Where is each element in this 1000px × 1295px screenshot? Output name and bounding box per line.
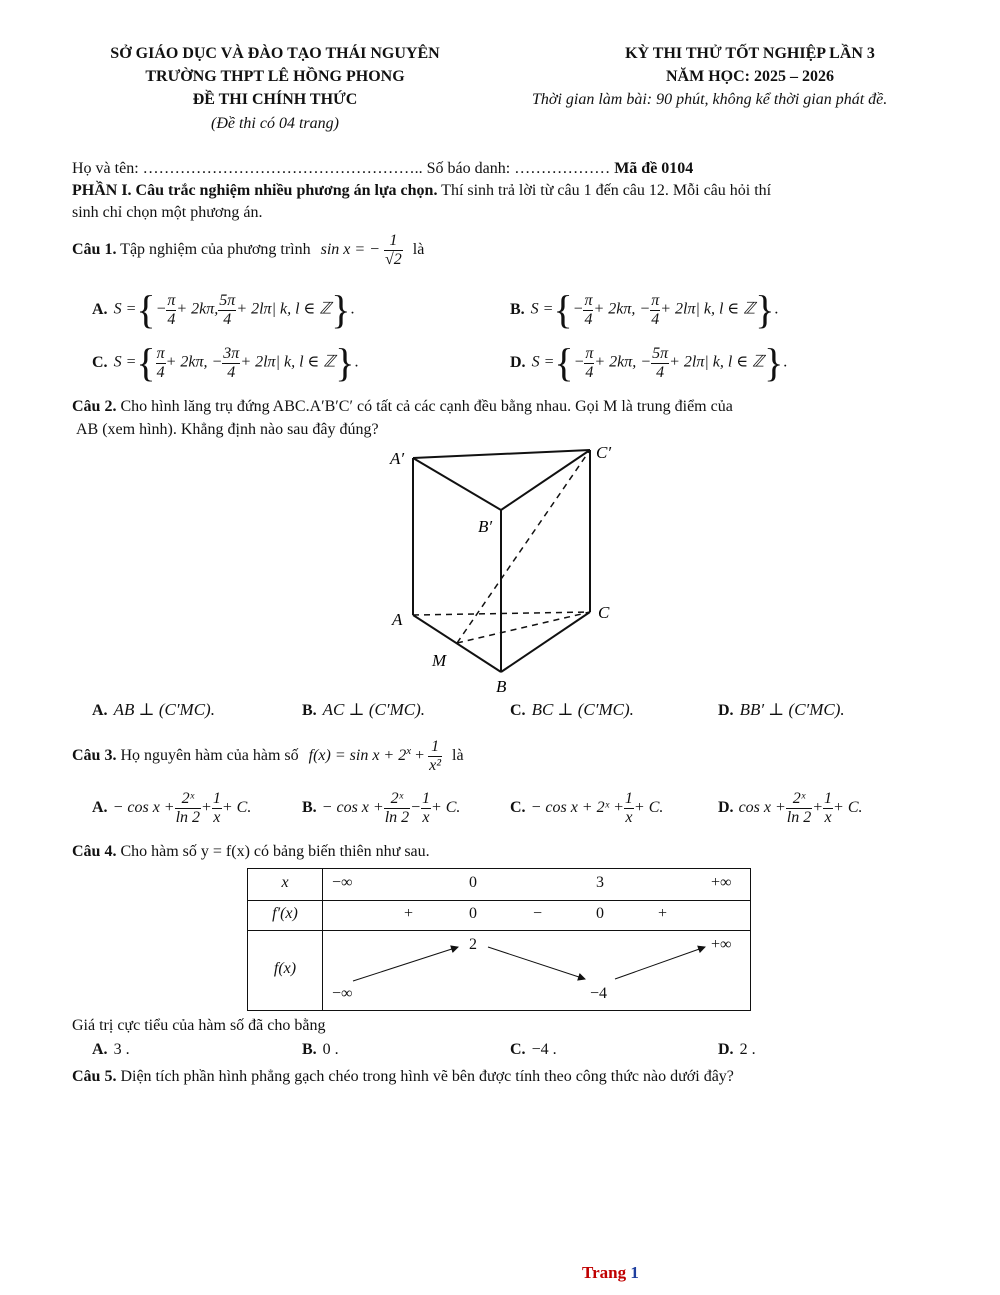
frac-2-den: x [213,809,221,826]
vt-x-neg-inf: −∞ [332,874,353,891]
frac-1 [786,790,812,827]
frac-2 [212,790,222,827]
q3-option-d [718,790,863,827]
vt-f-left: −∞ [332,985,353,1002]
label-a: A [392,610,403,629]
question-5 [72,1068,734,1086]
option-letter: A. [92,300,108,318]
term1-mid: + 2kπ, − [593,300,651,318]
edge-a1b1 [413,458,501,510]
q2-text-cont: AB (xem hình). Khẳng định nào sau đây đúng? [76,421,379,438]
option-end: . [774,300,779,318]
q4-label: Câu 4. [72,843,117,860]
q1-option-b [510,287,779,332]
school-year: NĂM HỌC: 2025 – 2026 [666,68,834,85]
frac-2-num: 1 [624,790,633,807]
option-mid: + [201,799,212,817]
label-a1: A′ [390,449,405,468]
option-post: + C. [221,799,252,817]
close-brace-icon: } [764,340,784,385]
segment-mc1 [457,450,590,643]
time-limit: Thời gian làm bài: 90 phút, không kể thời gian phát đề. [532,91,888,108]
frac-1-num: 2ˣ [786,790,812,809]
term2-frac-num: 3π [223,344,240,362]
q2-text: Cho hình lăng trụ đứng ABC.A′B′C′ có tất cả các cạnh đều bằng nhau. Gọi M là trung điểm của [120,398,733,415]
vt-fp-label: f′(x) [272,905,298,922]
vt-x-label: x [281,874,289,891]
frac-1 [384,790,410,827]
term1-sign: − [155,300,167,318]
label-b1: B′ [478,517,493,536]
q1-option-c [92,340,359,385]
q3-text: Họ nguyên hàm của hàm số [120,747,299,765]
q2-option-b [302,700,425,720]
segment-mc [457,612,590,643]
term1-frac-den: 4 [167,310,176,328]
q2-label: Câu 2. [72,398,117,415]
set-s: S = [530,300,554,318]
label-c1: C′ [596,443,612,462]
term2-frac [222,345,240,382]
term1-mid: + 2kπ, − [165,353,223,371]
q3-func-sup: x [406,744,412,757]
q4-option-b [302,1041,339,1059]
option-letter: A. [92,702,108,719]
part1-title: PHẦN I. Câu trắc nghiệm nhiều phương án lựa chọn. [72,182,438,199]
frac-2-num: 1 [824,790,833,807]
option-text: 3 . [113,1041,130,1058]
term2-frac-den: 4 [656,363,665,381]
q5-text: Diện tích phần hình phẳng gạch chéo trong hình vẽ bên được tính theo công thức nào dưới đây? [120,1068,734,1085]
set-s: S = [531,353,555,371]
vt-x-pos-inf: +∞ [711,874,732,891]
option-letter: B. [302,1041,317,1058]
q4-option-d [718,1041,756,1059]
option-letter: A. [92,1041,108,1058]
q1-fraction [384,232,403,269]
option-end: . [350,300,355,318]
term1-frac [166,292,176,329]
term2-frac-num: π [651,291,660,309]
edge-ab [413,615,501,672]
term2-frac [651,345,669,382]
vt-arrow-up-2 [615,947,705,979]
term2-mid: + 2lπ| k, l ∈ ℤ [660,300,756,318]
vt-sign-2: − [533,905,543,922]
q2-option-c [510,700,634,720]
term1-mid: + 2kπ, [176,300,219,318]
q4-option-c [510,1041,557,1059]
term2-frac [650,292,660,329]
q3-label: Câu 3. [72,747,117,765]
q3-tail: là [452,747,464,765]
q3-function: f(x) = sin x + 2 [308,747,407,765]
option-post: + C. [633,799,664,817]
q1-text: Tập nghiệm của phương trình [120,241,311,259]
q3-frac-num: 1 [428,738,442,757]
q1-equation: sin x = − [320,241,380,259]
term1-frac [156,345,166,382]
q4-text: Cho hàm số y = f(x) có bảng biến thiên như sau. [120,843,430,860]
option-pre: − cos x + [112,799,175,817]
q1-frac-num: 1 [384,232,403,251]
page-count-note: (Đề thi có 04 trang) [211,115,339,132]
page-number [582,1263,639,1283]
edge-bc [501,612,590,672]
option-end: . [354,353,359,371]
option-pre: − cos x + 2ˣ + [530,799,624,817]
frac-2-den: x [824,809,832,826]
q3-frac-den: x² [429,757,442,774]
edge-b1c1 [501,450,590,510]
option-post: + C. [430,799,461,817]
set-s: S = [113,300,137,318]
term1-frac-den: 4 [584,310,593,328]
option-letter: B. [302,702,317,719]
close-brace-icon: } [755,287,775,332]
question-2 [72,398,733,416]
exam-code: Mã đề 0104 [614,160,694,177]
vt-f-max: 2 [469,936,477,953]
frac-2 [421,790,431,827]
term1-frac-den: 4 [156,363,165,381]
term2-mid: + 2lπ| k, l ∈ ℤ [669,353,765,371]
vt-sign-zero-2: 0 [596,905,604,922]
option-letter: C. [510,1041,526,1058]
option-letter: B. [510,300,525,318]
frac-2 [624,790,634,827]
frac-1-num: 2ˣ [384,790,410,809]
q4-question: Giá trị cực tiểu của hàm số đã cho bằng [72,1017,326,1034]
option-text: −4 . [531,1041,557,1058]
frac-2 [823,790,833,827]
page-word: Trang [582,1263,627,1282]
term2-frac-num: 5π [652,344,669,362]
question-1 [72,232,424,269]
term1-sign: − [573,353,585,371]
vt-arrow-up-1 [353,947,458,981]
label-b: B [496,677,507,696]
q3-option-c [510,790,663,827]
part1-desc: Thí sinh trả lời từ câu 1 đến câu 12. Mỗi câu hỏi thí [437,182,772,199]
option-post: + C. [833,799,863,817]
option-letter: C. [510,702,526,719]
frac-1-den: ln 2 [786,809,812,826]
frac-1-num: 2ˣ [175,790,201,809]
open-brace-icon: { [554,340,574,385]
page-num: 1 [630,1263,639,1282]
term1-frac-num: π [167,291,176,309]
q3-option-a [92,790,251,827]
q3-func-plus: + [415,747,425,765]
q4-option-a [92,1041,130,1059]
frac-2-den: x [422,809,430,826]
frac-1 [175,790,201,827]
q2-option-a [92,700,215,720]
vt-sign-3: + [658,905,668,922]
option-mid: − [410,799,421,817]
option-pre: − cos x + [321,799,384,817]
open-brace-icon: { [553,287,573,332]
vt-f-label: f(x) [273,960,297,977]
option-text: 2 . [739,1041,756,1058]
close-brace-icon: } [331,287,351,332]
close-brace-icon: } [335,340,355,385]
q3-option-b [302,790,460,827]
prism-figure [370,440,650,700]
option-letter: D. [718,1041,734,1058]
option-letter: A. [92,799,108,817]
option-letter: D. [718,702,734,719]
option-mid: + [812,799,824,817]
term1-mid: + 2kπ, − [594,353,652,371]
term1-frac-num: π [585,344,594,362]
option-end: . [783,353,788,371]
vt-arrows [323,931,750,1011]
q1-option-a [92,287,355,332]
part1-heading [72,182,771,200]
label-m: M [432,651,447,670]
exam-title: KỲ THI THỬ TỐT NGHIỆP LẦN 3 [625,45,875,62]
vt-x-3: 3 [596,874,604,891]
vt-sign-1: + [404,905,414,922]
edge-a1c1 [413,450,590,458]
q1-frac-den: √2 [384,251,402,268]
official-exam-label: ĐỀ THI CHÍNH THỨC [192,91,358,108]
variation-table [247,868,751,1011]
frac-2-num: 1 [212,790,221,807]
open-brace-icon: { [136,287,156,332]
term2-mid: + 2lπ| k, l ∈ ℤ [236,300,332,318]
option-text: BC ⊥ (C′MC). [531,700,634,719]
q5-label: Câu 5. [72,1068,117,1085]
vt-f-min: −4 [590,985,608,1002]
frac-2-den: x [625,809,633,826]
term1-frac-num: π [584,291,593,309]
vt-arrow-down [488,947,585,979]
term2-mid: + 2lπ| k, l ∈ ℤ [240,353,336,371]
term1-frac [583,292,593,329]
term2-frac-den: 4 [651,310,660,328]
frac-2-num: 1 [421,790,430,807]
question-4 [72,843,430,861]
option-letter: B. [302,799,317,817]
vt-f-right: +∞ [711,936,732,953]
student-info-line [72,160,693,178]
label-c: C [598,603,610,622]
q1-label: Câu 1. [72,241,117,259]
set-s: S = [113,353,137,371]
q3-func-fraction [428,738,442,775]
option-letter: C. [510,799,526,817]
term2-frac [218,292,236,329]
open-brace-icon: { [136,340,156,385]
option-text: AC ⊥ (C′MC). [322,700,426,719]
option-text: 0 . [322,1041,339,1058]
term2-frac-den: 4 [227,363,236,381]
vt-sign-zero-1: 0 [469,905,477,922]
q1-option-d [510,340,788,385]
term1-frac-den: 4 [585,363,594,381]
term1-sign: − [572,300,584,318]
option-pre: cos x + [738,799,786,817]
option-text: AB ⊥ (C′MC). [113,700,215,719]
frac-1-den: ln 2 [175,809,201,826]
question-3 [72,738,464,775]
term1-frac-num: π [156,344,165,362]
frac-1-den: ln 2 [384,809,410,826]
part1-desc-cont: sinh chỉ chọn một phương án. [72,204,263,221]
term2-frac-den: 4 [223,310,232,328]
vt-x-0: 0 [469,874,477,891]
id-field-label: Số báo danh: ……………… [426,160,611,177]
option-letter: C. [92,353,108,371]
q1-tail: là [412,241,425,259]
option-text: BB′ ⊥ (C′MC). [739,700,845,719]
term1-frac [584,345,594,382]
option-letter: D. [510,353,526,371]
school-name: TRƯỜNG THPT LÊ HỒNG PHONG [145,68,405,85]
q2-option-d [718,700,845,720]
name-field-label: Họ và tên: …………………………………………….. [72,160,423,177]
vt-row-divider-1 [248,900,750,901]
school-department: SỞ GIÁO DỤC VÀ ĐÀO TẠO THÁI NGUYÊN [110,45,440,62]
term2-frac-num: 5π [219,291,236,309]
option-letter: D. [718,799,734,817]
